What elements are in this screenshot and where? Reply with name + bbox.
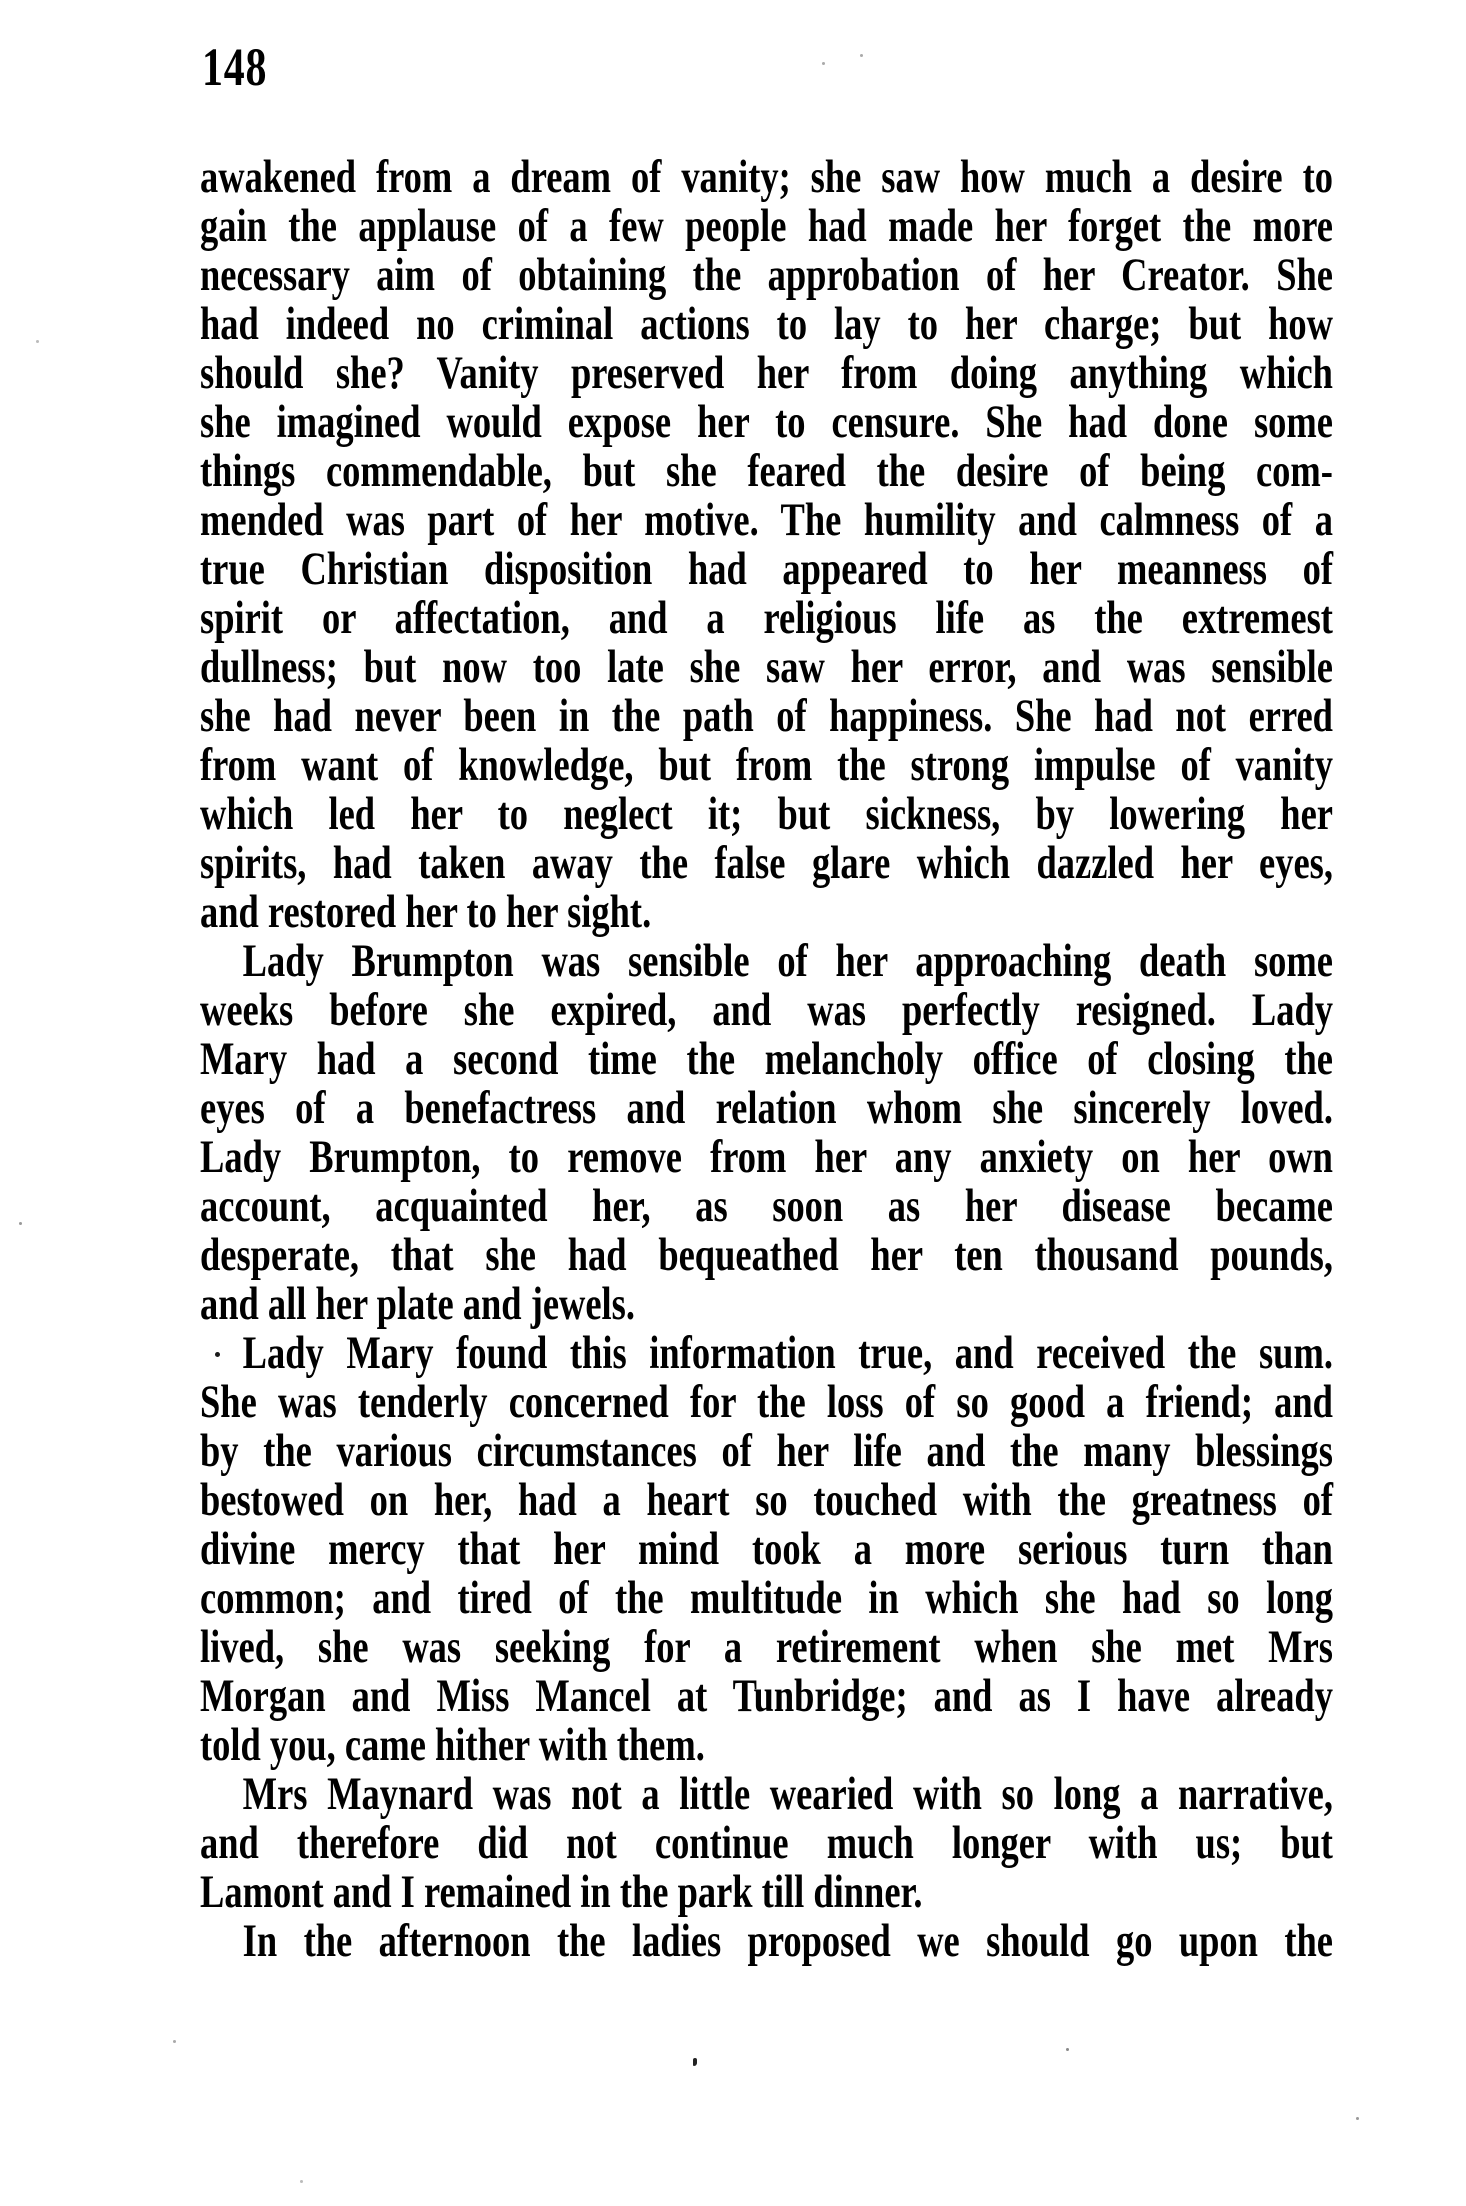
text-line: Lady Brumpton was sensible of her approaching death some [242, 935, 1333, 987]
text-line: and restored her to her sight. [200, 886, 652, 938]
text-line: told you, came hither with them. [200, 1719, 705, 1771]
paragraph [200, 937, 1333, 1329]
scan-speck [1066, 2048, 1069, 2051]
scan-speck [19, 1222, 22, 1225]
text-line: common; and tired of the multitude in which she had so long [200, 1572, 1333, 1624]
text-line: necessary aim of obtaining the approbation of her Creator. She [200, 249, 1333, 301]
scan-speck [822, 62, 825, 65]
scan-speck [300, 2180, 303, 2183]
text-line: true Christian disposition had appeared to her meanness of [200, 543, 1333, 595]
paragraph [200, 1917, 1333, 1966]
scan-speck [173, 2040, 176, 2043]
text-line: Mrs Maynard was not a little wearied with so long a narrative, [242, 1768, 1333, 1820]
body-text [200, 153, 1333, 1966]
text-line: Lady Brumpton, to remove from her any anxiety on her own [200, 1131, 1333, 1183]
text-line: Morgan and Miss Mancel at Tunbridge; and as I have already [200, 1670, 1333, 1722]
page-number: 148 [202, 37, 268, 97]
scan-speck [36, 340, 39, 343]
text-line: Lady Mary found this information true, and received the sum. [242, 1327, 1333, 1379]
text-line: things commendable, but she feared the desire of being com- [200, 445, 1333, 497]
text-line: from want of knowledge, but from the strong impulse of vanity [200, 739, 1333, 791]
text-line: mended was part of her motive. The humility and calmness of a [200, 494, 1333, 546]
text-line: had indeed no criminal actions to lay to her charge; but how [200, 298, 1333, 350]
text-line: She was tenderly concerned for the loss of so good a friend; and [200, 1376, 1333, 1428]
text-line: gain the applause of a few people had made her forget the more [200, 200, 1333, 252]
text-line: should she? Vanity preserved her from doing anything which [200, 347, 1333, 399]
text-line: she had never been in the path of happiness. She had not erred [200, 690, 1333, 742]
scan-speck [1356, 2117, 1359, 2120]
paragraph [200, 1329, 1333, 1770]
text-line: dullness; but now too late she saw her error, and was sensible [200, 641, 1333, 693]
paragraph [200, 1770, 1333, 1917]
text-line: spirit or affectation, and a religious life as the extremest [200, 592, 1333, 644]
text-line: spirits, had taken away the false glare which dazzled her eyes, [200, 837, 1333, 889]
text-line: and all her plate and jewels. [200, 1278, 635, 1330]
text-line: Mary had a second time the melancholy office of closing the [200, 1033, 1333, 1085]
text-line: desperate, that she had bequeathed her ten thousand pounds, [200, 1229, 1333, 1281]
text-line: she imagined would expose her to censure. She had done some [200, 396, 1333, 448]
scan-speck [860, 54, 863, 57]
scan-speck [693, 2058, 697, 2066]
text-line: eyes of a benefactress and relation whom she sincerely loved. [200, 1082, 1333, 1134]
paragraph [200, 153, 1333, 937]
text-line: awakened from a dream of vanity; she saw how much a desire to [200, 151, 1333, 203]
text-line: bestowed on her, had a heart so touched with the greatness of [200, 1474, 1333, 1526]
text-line: by the various circumstances of her life and the many blessings [200, 1425, 1333, 1477]
text-line: which led her to neglect it; but sickness, by lowering her [200, 788, 1333, 840]
text-line: lived, she was seeking for a retirement when she met Mrs [200, 1621, 1333, 1673]
text-line: weeks before she expired, and was perfectly resigned. Lady [200, 984, 1333, 1036]
text-line: and therefore did not continue much longer with us; but [200, 1817, 1333, 1869]
text-line: account, acquainted her, as soon as her disease became [200, 1180, 1333, 1232]
text-line: divine mercy that her mind took a more serious turn than [200, 1523, 1333, 1575]
text-line: In the afternoon the ladies proposed we should go upon the [242, 1915, 1333, 1967]
text-line: Lamont and I remained in the park till dinner. [200, 1866, 923, 1918]
